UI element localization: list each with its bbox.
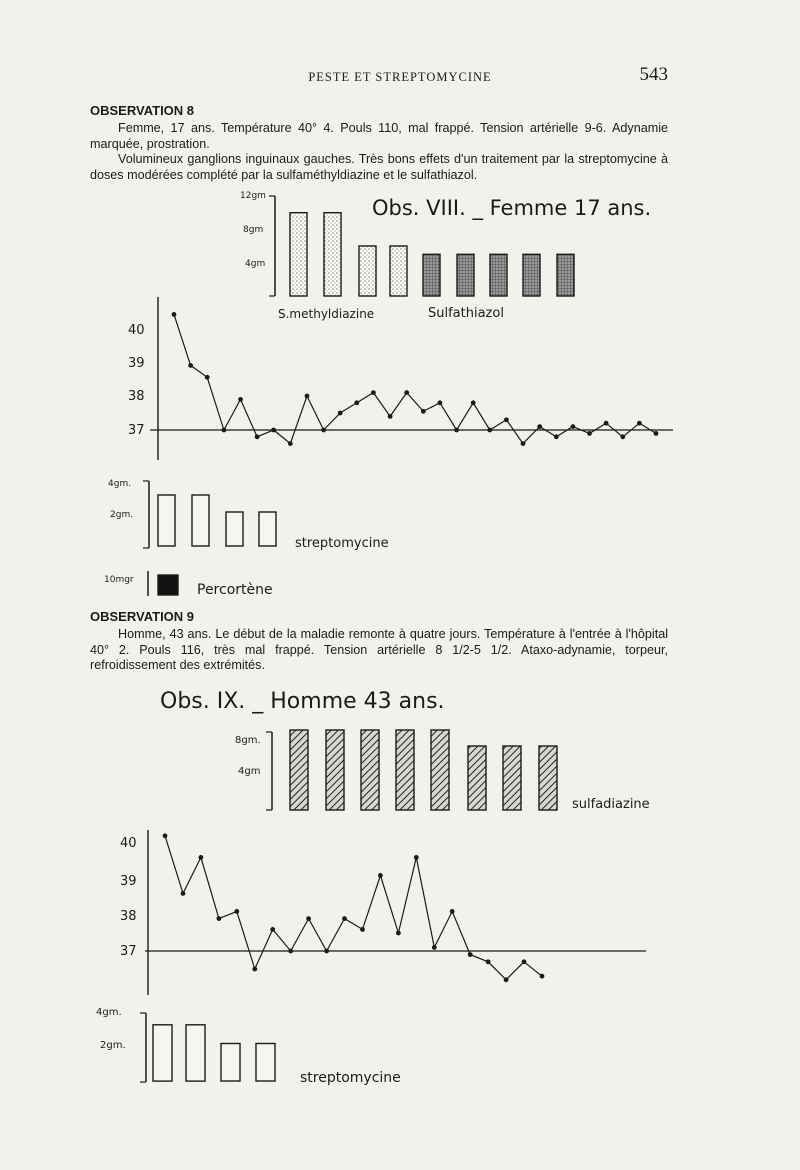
- obs9-strepto-tick-label: 4gm.: [96, 1007, 122, 1018]
- obs9-strepto-label: streptomycine: [300, 1070, 401, 1086]
- obs8-heading: OBSERVATION 8: [90, 103, 195, 118]
- obs9-temp-point: [217, 916, 222, 921]
- obs9-temp-tick: 37: [120, 944, 137, 959]
- obs9-strepto-bar: [256, 1044, 275, 1082]
- obs9-temp-point: [163, 833, 168, 838]
- obs9-temp-point: [414, 855, 419, 860]
- obs9-top-bar: [396, 730, 414, 810]
- obs9-top-bar: [468, 746, 486, 810]
- obs9-top-bars: [290, 730, 557, 810]
- obs9-figure-title: Obs. IX. _ Homme 43 ans.: [160, 689, 445, 714]
- obs9-temp-point: [522, 959, 527, 964]
- obs8-paragraph: Volumineux ganglions inguinaux gauches. Très bons effets d'un traitement par la streptomycine à doses modérées complété par la sulfaméthyldiazine et le sulfathiazol.: [90, 152, 668, 182]
- obs9-temp-point: [181, 891, 186, 896]
- obs9-paragraph: Homme, 43 ans. Le début de la maladie remonte à quatre jours. Température à l'entrée à l'hôpital 40° 2. Pouls 116, très mal frappé. Tension artérielle 8 1/2-5 1/2. Ataxo-adynamie, torpeur, refroidissement des extrémités.: [90, 627, 668, 672]
- obs8-percortene-tick: 10mgr: [104, 575, 134, 585]
- obs9-temp-point: [432, 945, 437, 950]
- obs9-top-bar: [431, 730, 449, 810]
- obs9-temp-point: [270, 927, 275, 932]
- obs8-dose-tick-label: 8gm: [243, 225, 264, 235]
- obs8-strepto-label: streptomycine: [295, 536, 389, 551]
- obs8-paragraph: Femme, 17 ans. Température 40° 4. Pouls 110, mal frappé. Tension artérielle 9-6. Adynamie marquée, prostration.: [90, 121, 668, 151]
- page-number: 543: [639, 64, 668, 85]
- obs9-temp-point: [199, 855, 204, 860]
- obs9-strepto-bar: [153, 1025, 172, 1081]
- obs9-strepto-bar: [186, 1025, 205, 1081]
- obs8-dose-tick-label: 4gm: [245, 259, 266, 269]
- obs9-temp-point: [324, 949, 329, 954]
- obs9-strepto-bars: [153, 1025, 275, 1081]
- obs8-strepto-tick-label: 2gm.: [110, 510, 134, 520]
- obs9-temp-point: [234, 909, 239, 914]
- obs9-temp-point: [468, 952, 473, 957]
- obs8-temp-tick: 40: [128, 323, 145, 338]
- obs8-strepto-tick-label: 4gm.: [108, 479, 132, 489]
- obs9-temp-point: [252, 967, 257, 972]
- obs9-dose-tick-label: 8gm.: [235, 735, 261, 746]
- obs9-temp-point: [360, 927, 365, 932]
- obs9-temp-point: [342, 916, 347, 921]
- obs9-drug-label: sulfadiazine: [572, 797, 650, 812]
- obs9-temp-point: [378, 873, 383, 878]
- obs9-temp-tick: 40: [120, 836, 137, 851]
- obs8-temp-tick: 38: [128, 389, 145, 404]
- obs8-drug-label: Sulfathiazol: [428, 306, 504, 321]
- obs9-temp-tick: 38: [120, 909, 137, 924]
- obs9-top-bar: [503, 746, 521, 810]
- obs9-top-bar: [361, 730, 379, 810]
- obs9-temp-point: [540, 974, 545, 979]
- obs9-top-bar: [326, 730, 344, 810]
- obs9-temp-point: [288, 949, 293, 954]
- obs8-percortene-label: Percortène: [197, 582, 273, 598]
- obs8-temp-tick: 39: [128, 356, 145, 371]
- obs9-temp-point: [486, 959, 491, 964]
- obs9-temp-point: [396, 931, 401, 936]
- obs9-top-bar: [539, 746, 557, 810]
- obs8-figure-title: Obs. VIII. _ Femme 17 ans.: [372, 196, 652, 220]
- obs9-temp-line: [165, 836, 542, 980]
- obs9-temp-point: [450, 909, 455, 914]
- obs9-temp-point: [306, 916, 311, 921]
- obs9-strepto-bar: [221, 1044, 240, 1082]
- obs8-dose-tick-label: 12gm: [240, 191, 266, 201]
- obs9-top-bar: [290, 730, 308, 810]
- obs9-temp-tick: 39: [120, 874, 137, 889]
- obs8-drug-label: S.methyldiazine: [278, 307, 375, 321]
- obs9-temperature-curve: [163, 833, 545, 982]
- obs9-temp-point: [504, 977, 509, 982]
- obs9-dose-tick-label: 4gm: [238, 766, 261, 777]
- obs8-temp-tick: 37: [128, 423, 145, 438]
- obs9-strepto-tick-label: 2gm.: [100, 1040, 126, 1051]
- obs9-heading: OBSERVATION 9: [90, 609, 195, 624]
- running-title: PESTE ET STREPTOMYCINE: [308, 70, 492, 84]
